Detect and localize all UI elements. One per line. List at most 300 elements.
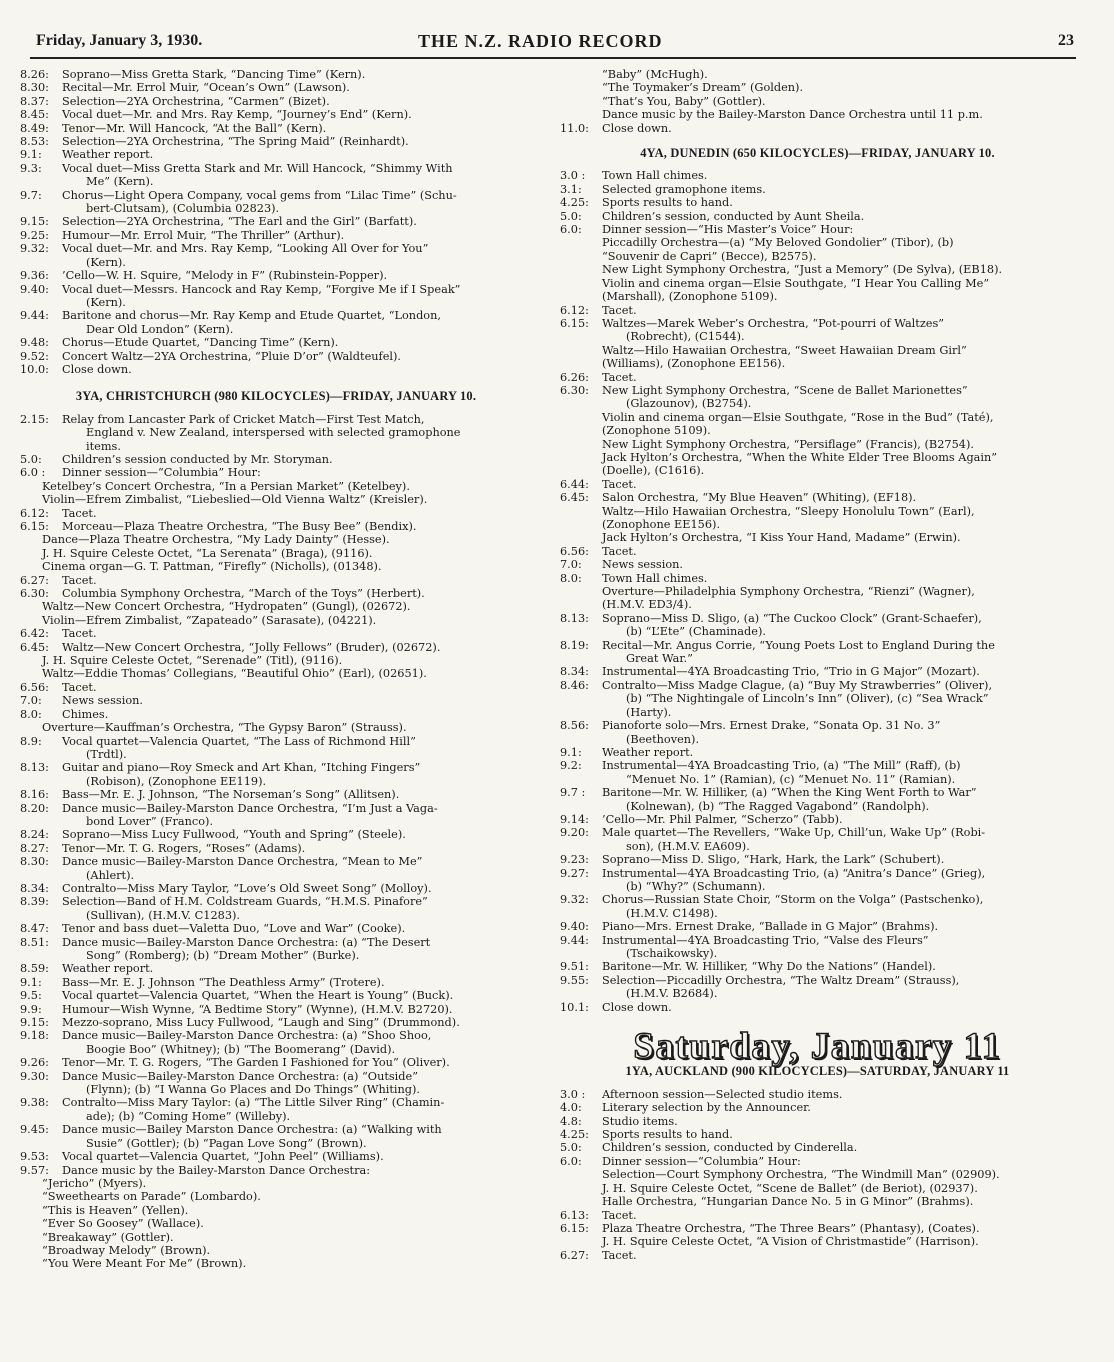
- programme-text: (Kern).: [86, 255, 126, 269]
- programme-text: Vocal duet—Messrs. Hancock and Ray Kemp, “Forgive Me if I Speak”: [62, 282, 461, 296]
- programme-time: 6.45:: [560, 491, 589, 505]
- programme-text: (Kern).: [86, 295, 126, 309]
- programme-time: 6.30:: [560, 383, 589, 397]
- programme-text: Dance music—Bailey-Marston Dance Orchestra, “Mean to Me”: [62, 855, 423, 869]
- programme-text: Children’s session, conducted by Cinderella.: [602, 1141, 858, 1155]
- programme-entry: [20, 336, 532, 349]
- programme-text: (Glazounov), (B2754).: [626, 397, 752, 411]
- programme-entry: [20, 1056, 532, 1069]
- programme-entry: [560, 545, 1075, 558]
- programme-entry: [560, 1155, 1075, 1168]
- programme-text: England v. New Zealand, interspersed with selected gramophone: [86, 426, 461, 440]
- programme-time: 8.26:: [20, 68, 49, 81]
- programme-entry: [560, 853, 1075, 866]
- programme-time: 9.40:: [20, 282, 49, 296]
- programme-entry: [560, 572, 1075, 585]
- programme-entry: [20, 466, 532, 479]
- programme-entry: [20, 189, 532, 216]
- programme-text: (H.M.V. C1498).: [626, 906, 718, 920]
- programme-entry: [560, 612, 1075, 639]
- programme-text: Tenor—Mr. Will Hancock, “At the Ball” (Kern).: [62, 121, 327, 135]
- programme-time: 5.0:: [20, 452, 42, 466]
- programme-text: Tacet.: [62, 680, 97, 694]
- programme-text: (Robrecht), (C1544).: [626, 330, 745, 344]
- programme-text: Dance music—Bailey Marston Dance Orchestra: (a) “Walking with: [62, 1123, 442, 1137]
- programme-item: New Light Symphony Orchestra, “Persiflage” (Francis), (B2754).: [602, 437, 974, 451]
- programme-text: son), (H.M.V. EA609).: [626, 839, 750, 853]
- programme-entry: [560, 223, 1075, 236]
- programme-entry: [20, 761, 532, 788]
- programme-time: 9.32:: [20, 242, 49, 256]
- 3ya-dance-items: [20, 1177, 532, 1271]
- programme-entry: [560, 974, 1075, 1001]
- programme-text: Boogie Boo” (Whitney); (b) “The Boomerang” (David).: [86, 1042, 396, 1056]
- programme-entry: [20, 309, 532, 336]
- programme-time: 8.13:: [20, 761, 49, 775]
- programme-item: “Breakaway” (Gottler).: [42, 1230, 174, 1244]
- programme-entry: [20, 802, 532, 829]
- programme-entry: [20, 842, 532, 855]
- programme-time: 9.2:: [560, 759, 582, 773]
- programme-text: Humour—Mr. Errol Muir, “The Thriller” (Arthur).: [62, 228, 345, 242]
- programme-time: 9.40:: [560, 920, 589, 934]
- 3ya-listing: [20, 413, 532, 480]
- programme-entry: [560, 558, 1075, 571]
- programme-text: Pianoforte solo—Mrs. Ernest Drake, “Sonata Op. 31 No. 3”: [602, 719, 941, 733]
- programme-entry: [560, 1088, 1075, 1101]
- programme-entry: [560, 1001, 1075, 1014]
- programme-entry: [560, 196, 1075, 209]
- programme-time: 6.0:: [560, 1154, 582, 1168]
- programme-time: 9.53:: [20, 1150, 49, 1164]
- programme-text: Dinner session—“Columbia” Hour:: [602, 1154, 801, 1168]
- programme-time: 6.45:: [20, 640, 49, 654]
- programme-text: Tenor—Mr. T. G. Rogers, “Roses” (Adams).: [62, 841, 306, 855]
- station-heading-3ya: 3YA, CHRISTCHURCH (980 KILOCYCLES)—FRIDAY, JANUARY 10.: [75, 389, 477, 404]
- 4ya-listing: [560, 169, 1075, 236]
- programme-entry: [560, 679, 1075, 719]
- programme-entry: [560, 1249, 1075, 1262]
- programme-entry: [20, 735, 532, 762]
- programme-time: 6.42:: [20, 627, 49, 641]
- programme-entry: [20, 895, 532, 922]
- programme-text: ’Cello—W. H. Squire, “Melody in F” (Rubinstein-Popper).: [62, 269, 388, 283]
- 3ya-listing: [20, 507, 532, 534]
- programme-entry: [560, 371, 1075, 384]
- programme-entry: [20, 453, 532, 466]
- programme-entry: [560, 934, 1075, 961]
- programme-text: ’Cello—Mr. Phil Palmer, “Scherzo” (Tabb).: [602, 812, 843, 826]
- programme-text: Vocal quartet—Valencia Quartet, “John Peel” (Williams).: [62, 1150, 384, 1164]
- programme-text: Tenor—Mr. T. G. Rogers, “The Garden I Fashioned for You” (Oliver).: [62, 1056, 450, 1070]
- programme-item: “Broadway Melody” (Brown).: [42, 1243, 211, 1257]
- programme-entry: [20, 68, 532, 81]
- programme-time: 9.25:: [20, 228, 49, 242]
- programme-text: Dance music—Bailey-Marston Dance Orchestra: (a) “Shoo Shoo,: [62, 1029, 432, 1043]
- programme-entry: [20, 350, 532, 363]
- programme-text: items.: [86, 439, 121, 453]
- programme-time: 6.56:: [20, 680, 49, 694]
- programme-time: 6.13:: [560, 1208, 589, 1222]
- programme-text: Instrumental—4YA Broadcasting Trio, “Trio in G Major” (Mozart).: [602, 665, 980, 679]
- programme-item: (Zonophone 5109).: [602, 424, 711, 438]
- programme-time: 9.1:: [560, 745, 582, 759]
- 3ya-dinner-items: [20, 480, 532, 507]
- programme-text: Close down.: [602, 1000, 672, 1014]
- programme-text: Selection—2YA Orchestrina, “The Spring Maid” (Reinhardt).: [62, 135, 409, 149]
- programme-time: 9.7 :: [560, 786, 586, 800]
- station-heading-4ya: 4YA, DUNEDIN (650 KILOCYCLES)—FRIDAY, JANUARY 10.: [640, 146, 995, 161]
- programme-text: Baritone—Mr. W. Hilliker, (a) “When the King Went Forth to War”: [602, 786, 977, 800]
- programme-entry: [20, 641, 532, 654]
- programme-text: Selection—2YA Orchestrina, “The Earl and the Girl” (Barfatt).: [62, 215, 417, 229]
- programme-time: 9.36:: [20, 269, 49, 283]
- programme-time: 9.55:: [560, 973, 589, 987]
- 4ya-evening-listing: [560, 612, 1075, 1014]
- programme-time: 6.27:: [20, 573, 49, 587]
- programme-time: 9.5:: [20, 989, 42, 1003]
- programme-text: (Robison), (Zonophone EE119).: [86, 774, 267, 788]
- programme-text: Tacet.: [602, 544, 637, 558]
- programme-text: Concert Waltz—2YA Orchestrina, “Pluie D’or” (Waldteufel).: [62, 349, 402, 363]
- programme-item: Waltz—Hilo Hawaiian Orchestra, “Sleepy Honolulu Town” (Earl),: [602, 504, 975, 518]
- programme-text: (b) “L’Ete” (Chaminade).: [626, 625, 766, 639]
- programme-entry: [560, 1209, 1075, 1222]
- programme-entry: [560, 122, 1075, 135]
- programme-time: 8.46:: [560, 678, 589, 692]
- programme-entry: [560, 759, 1075, 786]
- programme-entry: [20, 855, 532, 882]
- programme-entry: [20, 413, 532, 453]
- programme-item: “Baby” (McHugh).: [602, 68, 708, 81]
- programme-time: 9.3:: [20, 161, 42, 175]
- programme-text: New Light Symphony Orchestra, “Scene de Ballet Marionettes”: [602, 383, 968, 397]
- programme-text: (Kolnewan), (b) “The Ragged Vagabond” (Randolph).: [626, 799, 930, 813]
- programme-time: 6.12:: [560, 303, 589, 317]
- programme-text: Chorus—Etude Quartet, “Dancing Time” (Kern).: [62, 336, 339, 350]
- programme-entry: [20, 708, 532, 721]
- programme-item: Violin and cinema organ—Elsie Southgate, “Rose in the Bud” (Taté),: [602, 410, 994, 424]
- programme-item: “Souvenir de Capri” (Becce), B2575).: [602, 249, 817, 263]
- programme-text: Chorus—Russian State Choir, “Storm on the Volga” (Pastschenko),: [602, 893, 984, 907]
- programme-time: 8.30:: [20, 81, 49, 95]
- page-number: 23: [1058, 32, 1074, 49]
- programme-time: 8.53:: [20, 135, 49, 149]
- programme-entry: [20, 1096, 532, 1123]
- programme-time: 9.51:: [560, 960, 589, 974]
- programme-entry: [560, 893, 1075, 920]
- programme-item: Halle Orchestra, “Hungarian Dance No. 5 in G Minor” (Brahms).: [602, 1195, 974, 1209]
- 3ya-dinner-items: [20, 533, 532, 573]
- programme-item: Jack Hylton’s Orchestra, “When the White Elder Tree Blooms Again”: [602, 450, 998, 464]
- programme-entry: [20, 283, 532, 310]
- programme-entry: [20, 1016, 532, 1029]
- programme-text: Town Hall chimes.: [602, 169, 708, 183]
- 4ya-listing: [560, 545, 1075, 585]
- programme-time: 8.9:: [20, 734, 42, 748]
- programme-entry: [20, 122, 532, 135]
- programme-entry: [20, 108, 532, 121]
- programme-time: 4.8:: [560, 1114, 582, 1128]
- programme-text: Mezzo-soprano, Miss Lucy Fullwood, “Laugh and Sing” (Drummond).: [62, 1016, 460, 1030]
- programme-entry: [20, 242, 532, 269]
- programme-text: Dance music—Bailey-Marston Dance Orchestra: (a) “The Desert: [62, 935, 431, 949]
- programme-time: 8.39:: [20, 895, 49, 909]
- programme-text: Baritone and chorus—Mr. Ray Kemp and Etude Quartet, “London,: [62, 309, 441, 323]
- programme-text: Sports results to hand.: [602, 1128, 733, 1142]
- 4ya-overture: [560, 585, 1075, 612]
- programme-text: Tenor and bass duet—Valetta Duo, “Love and War” (Cooke).: [62, 922, 406, 936]
- programme-item: (Marshall), (Zonophone 5109).: [602, 290, 778, 304]
- programme-time: 9.27:: [560, 866, 589, 880]
- 4ya-dinner-items: [560, 505, 1075, 545]
- programme-time: 9.23:: [560, 853, 589, 867]
- programme-entry: [20, 507, 532, 520]
- programme-entry: [20, 989, 532, 1002]
- 1ya-dinner-items: [560, 1168, 1075, 1208]
- programme-text: News session.: [602, 558, 683, 572]
- publication-title: THE N.Z. RADIO RECORD: [418, 31, 663, 51]
- programme-item: (H.M.V. ED3/4).: [602, 598, 692, 612]
- programme-text: Instrumental—4YA Broadcasting Trio, “Valse des Fleurs”: [602, 933, 929, 947]
- programme-time: 8.51:: [20, 935, 49, 949]
- programme-text: Dance music—Bailey-Marston Dance Orchestra, “I’m Just a Vaga-: [62, 801, 438, 815]
- programme-entry: [20, 95, 532, 108]
- programme-entry: [20, 1123, 532, 1150]
- programme-entry: [20, 1150, 532, 1163]
- programme-text: Dance Music—Bailey-Marston Dance Orchestra: (a) “Outside”: [62, 1069, 418, 1083]
- programme-entry: [20, 1164, 532, 1177]
- programme-text: Tacet.: [602, 1208, 637, 1222]
- programme-time: 5.0:: [560, 1141, 582, 1155]
- programme-time: 3.0 :: [560, 169, 586, 183]
- programme-text: Waltz—New Concert Orchestra, “Jolly Fellows” (Bruder), (02672).: [62, 640, 441, 654]
- programme-time: 6.15:: [560, 316, 589, 330]
- left-column: [20, 68, 532, 1271]
- programme-text: Vocal quartet—Valencia Quartet, “When the Heart is Young” (Buck).: [62, 989, 454, 1003]
- programme-time: 4.25:: [560, 196, 589, 210]
- programme-text: ade); (b) “Coming Home” (Willeby).: [86, 1109, 291, 1123]
- programme-entry: [560, 1141, 1075, 1154]
- programme-text: Dear Old London” (Kern).: [86, 322, 234, 336]
- programme-entry: [560, 491, 1075, 504]
- programme-text: Soprano—Miss Lucy Fullwood, “Youth and Spring” (Steele).: [62, 828, 406, 842]
- programme-text: “Menuet No. 1” (Ramian), (c) “Menuet No. 11” (Ramian).: [626, 772, 956, 786]
- 3ya-evening-listing: [20, 735, 532, 1177]
- programme-item: (Williams), (Zonophone EE156).: [602, 357, 786, 371]
- programme-time: 8.0:: [20, 707, 42, 721]
- programme-entry: [560, 1101, 1075, 1114]
- programme-entry: [20, 936, 532, 963]
- programme-time: 8.13:: [560, 611, 589, 625]
- programme-time: 3.1:: [560, 182, 582, 196]
- programme-time: 9.20:: [560, 826, 589, 840]
- programme-time: 8.59:: [20, 962, 49, 976]
- programme-item: Dance music by the Bailey-Marston Dance Orchestra until 11 p.m.: [602, 108, 983, 122]
- programme-entry: [20, 135, 532, 148]
- programme-time: 9.48:: [20, 336, 49, 350]
- programme-text: Weather report.: [62, 962, 154, 976]
- programme-text: Weather report.: [62, 148, 154, 162]
- programme-time: 3.0 :: [560, 1087, 586, 1101]
- right-column: [560, 68, 1075, 1262]
- programme-time: 6.0 :: [20, 466, 46, 480]
- programme-entry: [560, 183, 1075, 196]
- programme-text: Chorus—Light Opera Company, vocal gems from “Lilac Time” (Schu-: [62, 188, 457, 202]
- programme-entry: [20, 587, 532, 600]
- 3ya-listing: [20, 627, 532, 654]
- programme-text: Salon Orchestra, “My Blue Heaven” (Whiting), (EF18).: [602, 491, 917, 505]
- programme-entry: [20, 574, 532, 587]
- programme-time: 9.32:: [560, 893, 589, 907]
- programme-item: Dance—Plaza Theatre Orchestra, “My Lady Dainty” (Hesse).: [42, 533, 390, 547]
- programme-time: 9.52:: [20, 349, 49, 363]
- programme-time: 8.24:: [20, 828, 49, 842]
- programme-entry: [560, 210, 1075, 223]
- programme-entry: [20, 1003, 532, 1016]
- programme-time: 9.45:: [20, 1123, 49, 1137]
- programme-time: 6.27:: [560, 1248, 589, 1262]
- programme-text: Piano—Mrs. Ernest Drake, “Ballade in G Major” (Brahms).: [602, 920, 939, 934]
- programme-entry: [560, 317, 1075, 344]
- programme-text: bond Lover” (Franco).: [86, 814, 214, 828]
- programme-entry: [20, 148, 532, 161]
- programme-text: Susie” (Gottler); (b) “Pagan Love Song” (Brown).: [86, 1136, 367, 1150]
- programme-entry: [20, 269, 532, 282]
- programme-time: 4.0:: [560, 1101, 582, 1115]
- programme-text: Soprano—Miss Gretta Stark, “Dancing Time” (Kern).: [62, 68, 366, 81]
- programme-entry: [560, 1115, 1075, 1128]
- programme-text: Literary selection by the Announcer.: [602, 1101, 811, 1115]
- programme-entry: [560, 719, 1075, 746]
- programme-item: “You Were Meant For Me” (Brown).: [42, 1257, 247, 1271]
- programme-text: Close down.: [62, 362, 132, 376]
- programme-item: Waltz—Hilo Hawaiian Orchestra, “Sweet Hawaiian Dream Girl”: [602, 343, 967, 357]
- programme-time: 8.0:: [560, 571, 582, 585]
- programme-entry: [20, 520, 532, 533]
- programme-item: Cinema organ—G. T. Pattman, “Firefly” (Nicholls), (01348).: [42, 560, 382, 574]
- programme-time: 8.27:: [20, 841, 49, 855]
- programme-text: Recital—Mr. Errol Muir, “Ocean’s Own” (Lawson).: [62, 81, 350, 95]
- 3ya-close: [560, 122, 1075, 135]
- programme-time: 9.9:: [20, 1002, 42, 1016]
- programme-time: 8.34:: [560, 665, 589, 679]
- programme-text: (Sullivan), (H.M.V. C1283).: [86, 908, 241, 922]
- 1ya-listing: [560, 1249, 1075, 1262]
- programme-item: New Light Symphony Orchestra, “Just a Memory” (De Sylva), (EB18).: [602, 263, 1003, 277]
- programme-text: (b) “Why?” (Schumann).: [626, 879, 766, 893]
- programme-entry: [20, 1029, 532, 1056]
- programme-time: 9.44:: [560, 933, 589, 947]
- programme-item: Selection—Court Symphony Orchestra, “The Windmill Man” (02909).: [602, 1168, 1000, 1182]
- programme-time: 8.45:: [20, 108, 49, 122]
- programme-text: Dinner session—“His Master’s Voice” Hour:: [602, 223, 854, 237]
- programme-item: “This is Heaven” (Yellen).: [42, 1203, 189, 1217]
- programme-entry: [560, 384, 1075, 411]
- programme-time: 8.56:: [560, 719, 589, 733]
- programme-entry: [560, 960, 1075, 973]
- page-header: [36, 31, 1074, 55]
- programme-text: Soprano—Miss D. Sligo, “Hark, Hark, the Lark” (Schubert).: [602, 853, 945, 867]
- 3ya-dinner-items: [20, 600, 532, 627]
- programme-text: Instrumental—4YA Broadcasting Trio, (a) “Anitra’s Dance” (Grieg),: [602, 866, 986, 880]
- programme-text: Chimes.: [62, 707, 109, 721]
- programme-text: Selected gramophone items.: [602, 182, 766, 196]
- programme-item: J. H. Squire Celeste Octet, “Serenade” (Titl), (9116).: [42, 654, 343, 668]
- programme-entry: [20, 922, 532, 935]
- programme-time: 9.44:: [20, 309, 49, 323]
- programme-time: 9.7:: [20, 188, 42, 202]
- programme-item: “Ever So Goosey” (Wallace).: [42, 1217, 204, 1231]
- programme-time: 9.14:: [560, 812, 589, 826]
- programme-entry: [560, 867, 1075, 894]
- programme-entry: [20, 627, 532, 640]
- programme-item: “Jericho” (Myers).: [42, 1176, 147, 1190]
- programme-time: 8.30:: [20, 855, 49, 869]
- programme-text: Waltzes—Marek Weber’s Orchestra, “Pot-pourri of Waltzes”: [602, 316, 945, 330]
- programme-time: 9.30:: [20, 1069, 49, 1083]
- programme-entry: [560, 813, 1075, 826]
- programme-text: (Harty).: [626, 705, 672, 719]
- programme-text: Selection—Piccadilly Orchestra, “The Waltz Dream” (Strauss),: [602, 973, 960, 987]
- programme-time: 6.44:: [560, 477, 589, 491]
- programme-entry: [560, 920, 1075, 933]
- 4ya-listing: [560, 478, 1075, 505]
- programme-text: Tacet.: [62, 627, 97, 641]
- programme-entry: [560, 478, 1075, 491]
- programme-text: Selection—Band of H.M. Coldstream Guards, “H.M.S. Pinafore”: [62, 895, 428, 909]
- programme-text: bert-Clutsam), (Columbia 02823).: [86, 202, 280, 216]
- programme-text: Recital—Mr. Angus Corrie, “Young Poets Lost to England During the: [602, 638, 995, 652]
- programme-item: Violin—Efrem Zimbalist, “Liebeslied—Old Vienna Waltz” (Kreisler).: [42, 493, 428, 507]
- programme-time: 9.57:: [20, 1163, 49, 1177]
- programme-text: Dinner session—“Columbia” Hour:: [62, 466, 261, 480]
- programme-entry: [20, 694, 532, 707]
- station-heading-1ya: 1YA, AUCKLAND (900 KILOCYCLES)—SATURDAY, JANUARY 11: [625, 1064, 1010, 1079]
- programme-time: 9.1:: [20, 148, 42, 162]
- programme-entry: [560, 1222, 1075, 1235]
- 4ya-listing: [560, 304, 1075, 344]
- programme-item: J. H. Squire Celeste Octet, “A Vision of Christmastide” (Harrison).: [602, 1235, 979, 1249]
- programme-text: Contralto—Miss Mary Taylor: (a) “The Little Silver Ring” (Chamin-: [62, 1096, 445, 1110]
- programme-text: Selection—2YA Orchestrina, “Carmen” (Bizet).: [62, 94, 330, 108]
- programme-text: (Ahlert).: [86, 868, 135, 882]
- programme-item: (Doelle), (C1616).: [602, 464, 705, 478]
- programme-text: (Tschaikowsky).: [626, 947, 718, 960]
- programme-text: Plaza Theatre Orchestra, “The Three Bears” (Phantasy), (Coates).: [602, 1221, 980, 1235]
- programme-text: Close down.: [602, 121, 672, 135]
- programme-entry: [20, 229, 532, 242]
- programme-text: Song” (Romberg); (b) “Dream Mother” (Burke).: [86, 949, 360, 962]
- 1ya-listing: [560, 1209, 1075, 1236]
- programme-entry: [560, 746, 1075, 759]
- programme-text: Afternoon session—Selected studio items.: [602, 1087, 843, 1101]
- programme-text: Children’s session, conducted by Aunt Sheila.: [602, 209, 865, 223]
- programme-item: Overture—Kauffman’s Orchestra, “The Gypsy Baron” (Strauss).: [42, 721, 407, 735]
- header-rule: [30, 57, 1076, 59]
- programme-text: Great War.”: [626, 652, 693, 666]
- programme-item: Overture—Philadelphia Symphony Orchestra, “Rienzi” (Wagner),: [602, 585, 975, 599]
- programme-text: Dance music by the Bailey-Marston Dance Orchestra:: [62, 1163, 371, 1177]
- programme-text: Relay from Lancaster Park of Cricket Match—First Test Match,: [62, 412, 425, 426]
- programme-text: Vocal duet—Mr. and Mrs. Ray Kemp, “Looking All Over for You”: [62, 242, 429, 256]
- 4ya-dinner-items: [560, 411, 1075, 478]
- programme-entry: [560, 169, 1075, 182]
- programme-text: Children’s session conducted by Mr. Storyman.: [62, 452, 333, 466]
- programme-time: 6.15:: [20, 520, 49, 533]
- programme-time: 10.0:: [20, 362, 49, 376]
- 3ya-listing: [20, 681, 532, 721]
